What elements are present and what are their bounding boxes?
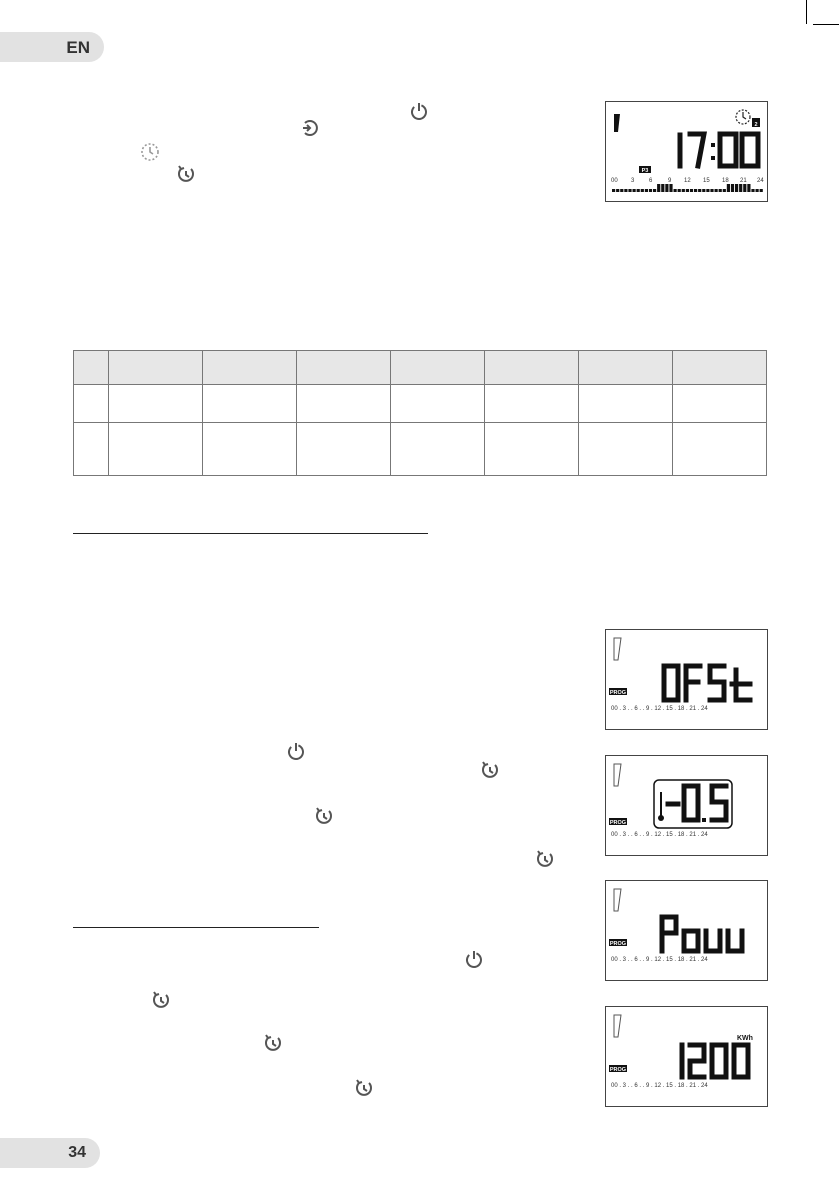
mode-badge: PROG bbox=[609, 1067, 627, 1073]
crop-mark-top bbox=[806, 0, 807, 24]
table-cell bbox=[579, 351, 673, 385]
program-slot bbox=[743, 184, 746, 192]
program-slot bbox=[624, 189, 627, 192]
program-slot bbox=[719, 189, 722, 192]
program-slot bbox=[665, 184, 668, 192]
program-slot bbox=[735, 184, 738, 192]
program-slot bbox=[641, 189, 644, 192]
hour-scale-21: 21 bbox=[740, 178, 747, 184]
timer-icon bbox=[534, 848, 556, 870]
table-cell bbox=[109, 423, 203, 476]
crop-mark-right bbox=[813, 24, 839, 25]
program-slot bbox=[620, 189, 623, 192]
table-cell bbox=[74, 423, 109, 476]
table-row bbox=[74, 385, 767, 423]
program-slot bbox=[751, 189, 754, 192]
table-cell bbox=[673, 385, 767, 423]
program-slot bbox=[669, 184, 672, 192]
clock-display bbox=[605, 101, 768, 202]
timer-icon bbox=[353, 1077, 375, 1099]
program-slot bbox=[682, 189, 685, 192]
table-cell bbox=[203, 385, 297, 423]
hour-scale-6: 6 bbox=[649, 178, 653, 184]
timer-icon bbox=[313, 805, 335, 827]
program-badge: P3 bbox=[641, 168, 649, 174]
table-cell bbox=[485, 351, 579, 385]
program-slot bbox=[678, 189, 681, 192]
hour-scale-24: 24 bbox=[757, 178, 764, 184]
program-slot bbox=[706, 189, 709, 192]
table-header-row bbox=[74, 351, 767, 385]
power-icon bbox=[408, 100, 430, 122]
timer-icon bbox=[479, 759, 501, 781]
clock-icon bbox=[139, 141, 161, 163]
offset-display bbox=[605, 629, 768, 730]
svg-text:00 . 3 . . 6 . . 9 . 12 . 15 .: 00 . 3 . . 6 . . 9 . 12 . 15 . 18 . 21 . 24 bbox=[611, 706, 708, 712]
clock-icon bbox=[736, 110, 750, 124]
program-slot bbox=[760, 189, 763, 192]
table-cell bbox=[391, 423, 485, 476]
table-cell bbox=[74, 351, 109, 385]
timer-icon bbox=[262, 1032, 284, 1054]
program-slot bbox=[628, 189, 631, 192]
program-slot bbox=[674, 189, 677, 192]
power-icon bbox=[463, 948, 485, 970]
table-cell bbox=[74, 385, 109, 423]
program-slot bbox=[690, 189, 693, 192]
program-slot bbox=[731, 184, 734, 192]
table-cell bbox=[203, 351, 297, 385]
program-slot bbox=[702, 189, 705, 192]
offset-value-display bbox=[605, 755, 768, 856]
table-cell bbox=[391, 351, 485, 385]
hour-scale-3: 3 bbox=[631, 178, 635, 184]
svg-text:00 . 3 . . 6 . . 9 . 12 . 15 .: 00 . 3 . . 6 . . 9 . 12 . 15 . 18 . 21 . 24 bbox=[611, 957, 708, 963]
program-slot bbox=[756, 189, 759, 192]
hour-scale-00: 00 bbox=[611, 178, 618, 184]
program-table bbox=[73, 350, 767, 476]
table-cell bbox=[297, 351, 391, 385]
program-slot bbox=[710, 189, 713, 192]
unit-label: KWh bbox=[737, 1035, 753, 1042]
table-cell bbox=[673, 423, 767, 476]
page-number-tab bbox=[0, 1138, 100, 1168]
timer-icon bbox=[175, 163, 197, 185]
table-cell bbox=[579, 423, 673, 476]
power-icon bbox=[285, 740, 307, 762]
program-slot bbox=[616, 189, 619, 192]
svg-text:00 . 3 . . 6 . . 9 . 12 . 15 .: 00 . 3 . . 6 . . 9 . 12 . 15 . 18 . 21 . 24 bbox=[611, 832, 708, 838]
program-slot bbox=[661, 184, 664, 192]
channel-badge: 2 bbox=[754, 122, 758, 128]
program-slot bbox=[637, 189, 640, 192]
program-slot bbox=[698, 189, 701, 192]
language-tab bbox=[0, 32, 104, 62]
program-slot bbox=[747, 184, 750, 192]
hour-scale-12: 12 bbox=[684, 178, 691, 184]
program-slot bbox=[739, 184, 742, 192]
program-slot bbox=[612, 189, 615, 192]
table-cell bbox=[391, 385, 485, 423]
table-cell bbox=[109, 351, 203, 385]
program-slot bbox=[715, 189, 718, 192]
program-slot bbox=[686, 189, 689, 192]
hour-scale-15: 15 bbox=[703, 178, 710, 184]
enter-icon bbox=[300, 117, 322, 139]
language-label: EN bbox=[66, 38, 90, 57]
page-number: 34 bbox=[68, 1144, 86, 1161]
program-bar-row bbox=[612, 184, 763, 192]
program-slot bbox=[727, 184, 730, 192]
table-cell bbox=[673, 351, 767, 385]
program-slot bbox=[645, 189, 648, 192]
table-cell bbox=[485, 423, 579, 476]
table-cell bbox=[579, 385, 673, 423]
mode-badge: PROG bbox=[609, 820, 627, 826]
table-cell bbox=[203, 423, 297, 476]
mode-badge: PROG bbox=[609, 941, 627, 947]
power-value-display bbox=[605, 1006, 768, 1107]
program-slot bbox=[633, 189, 636, 192]
svg-text:00 . 3 . . 6 . . 9 . 12 . 15 .: 00 . 3 . . 6 . . 9 . 12 . 15 . 18 . 21 . 24 bbox=[611, 1083, 708, 1089]
table-cell bbox=[485, 385, 579, 423]
section-heading-underline bbox=[73, 927, 319, 928]
hour-scale-18: 18 bbox=[722, 178, 729, 184]
table-cell bbox=[109, 385, 203, 423]
section-heading-underline bbox=[73, 533, 428, 534]
mode-badge: PROG bbox=[609, 690, 627, 696]
program-slot bbox=[649, 189, 652, 192]
timer-icon bbox=[150, 989, 172, 1011]
program-slot bbox=[694, 189, 697, 192]
program-slot bbox=[657, 184, 660, 192]
thermometer-icon bbox=[658, 792, 664, 821]
program-slot bbox=[723, 189, 726, 192]
program-slot bbox=[653, 189, 656, 192]
table-cell bbox=[297, 385, 391, 423]
table-row bbox=[74, 423, 767, 476]
hour-scale-9: 9 bbox=[668, 178, 672, 184]
table-cell bbox=[297, 423, 391, 476]
power-display bbox=[605, 880, 768, 981]
